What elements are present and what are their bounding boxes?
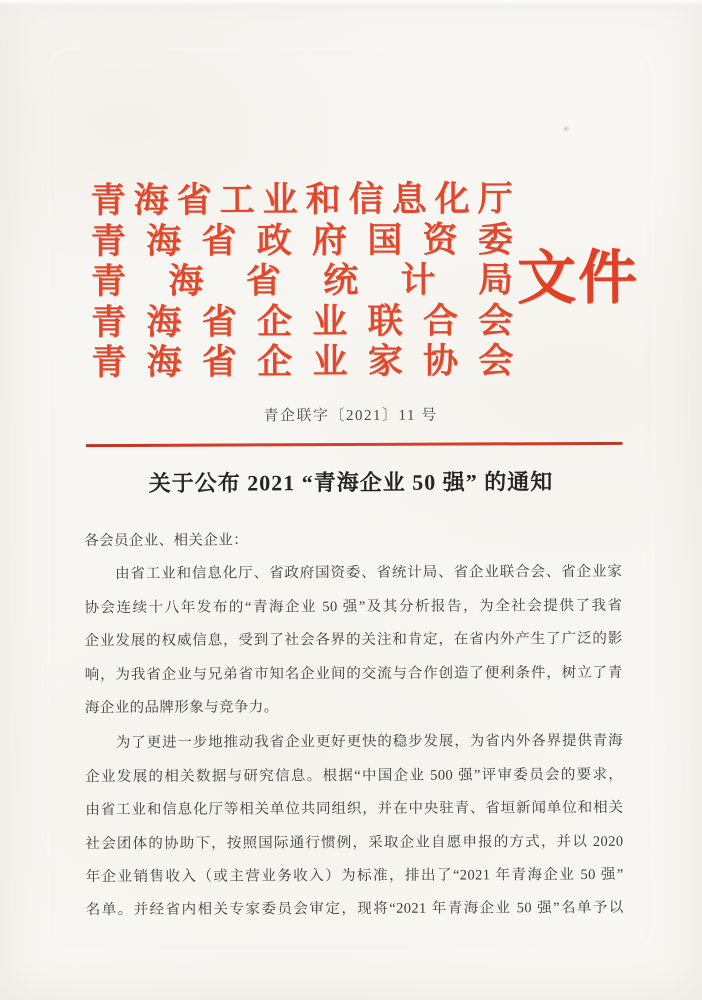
letterhead-org-line: 青海省政府国资委 [90, 219, 513, 261]
document-number: 青企联字〔2021〕11 号 [263, 407, 438, 425]
body-line: 企业发展的权威信息，受到了社会各界的关注和肯定，在省内外产生了广泛的影 [84, 630, 623, 650]
letterhead-org-line: 青海省工业和信息化厅 [90, 179, 513, 221]
body-line: 协会连续十八年发布的“青海企业 50 强”及其分析报告，为全社会提供了我省 [84, 597, 623, 616]
body-line: 企业发展的相关数据与研究信息。根据“中国企业 500 强”评审委员会的要求， [85, 766, 624, 785]
body-line: 年企业销售收入（或主营业务收入）为标准，排出了“2021 年青海企业 50 强” [85, 866, 624, 886]
scan-speck-artifact: ✳ [562, 125, 570, 136]
notice-salutation: 各会员企业、相关企业： [84, 532, 249, 550]
notice-body [84, 523, 624, 928]
letterhead-org-line: 青海省企业联合会 [91, 300, 514, 342]
body-line: 响，为我省企业与兄弟省市知名企业间的交流与合作创造了便利条件，树立了青 [84, 664, 623, 683]
body-line: 社会团体的协助下，按照国际通行惯例，采取企业自愿申报的方式，并以 2020 [85, 833, 624, 852]
letterhead-org-lines [91, 179, 514, 383]
body-line: 由省工业和信息化厅、省政府国资委、省统计局、省企业联合会、省企业家 [84, 564, 623, 583]
notice-paragraph-2 [85, 725, 624, 928]
body-line: 为了更进一步地推动我省企业更好更快的稳步发展，为省内外各界提供青海 [85, 733, 624, 752]
body-line: 名单。并经省内相关专家委员会审定，现将“2021 年青海企业 50 强”名单予以 [85, 900, 624, 919]
body-line: 海企业的品牌形象与竞争力。 [84, 699, 279, 717]
letterhead-document-label: 文件 [516, 244, 640, 312]
red-separator-rule [86, 442, 623, 447]
notice-paragraph-1 [84, 556, 623, 725]
notice-title: 关于公布 2021 “青海企业 50 强” 的通知 [148, 469, 554, 496]
body-line: 由省工业和信息化厅等相关单位共同组织，并在中央驻青、省垣新闻单位和相关 [85, 799, 624, 819]
letterhead-org-line: 青海省统计局 [90, 260, 514, 302]
letterhead-org-line: 青海省企业家协会 [91, 341, 514, 383]
